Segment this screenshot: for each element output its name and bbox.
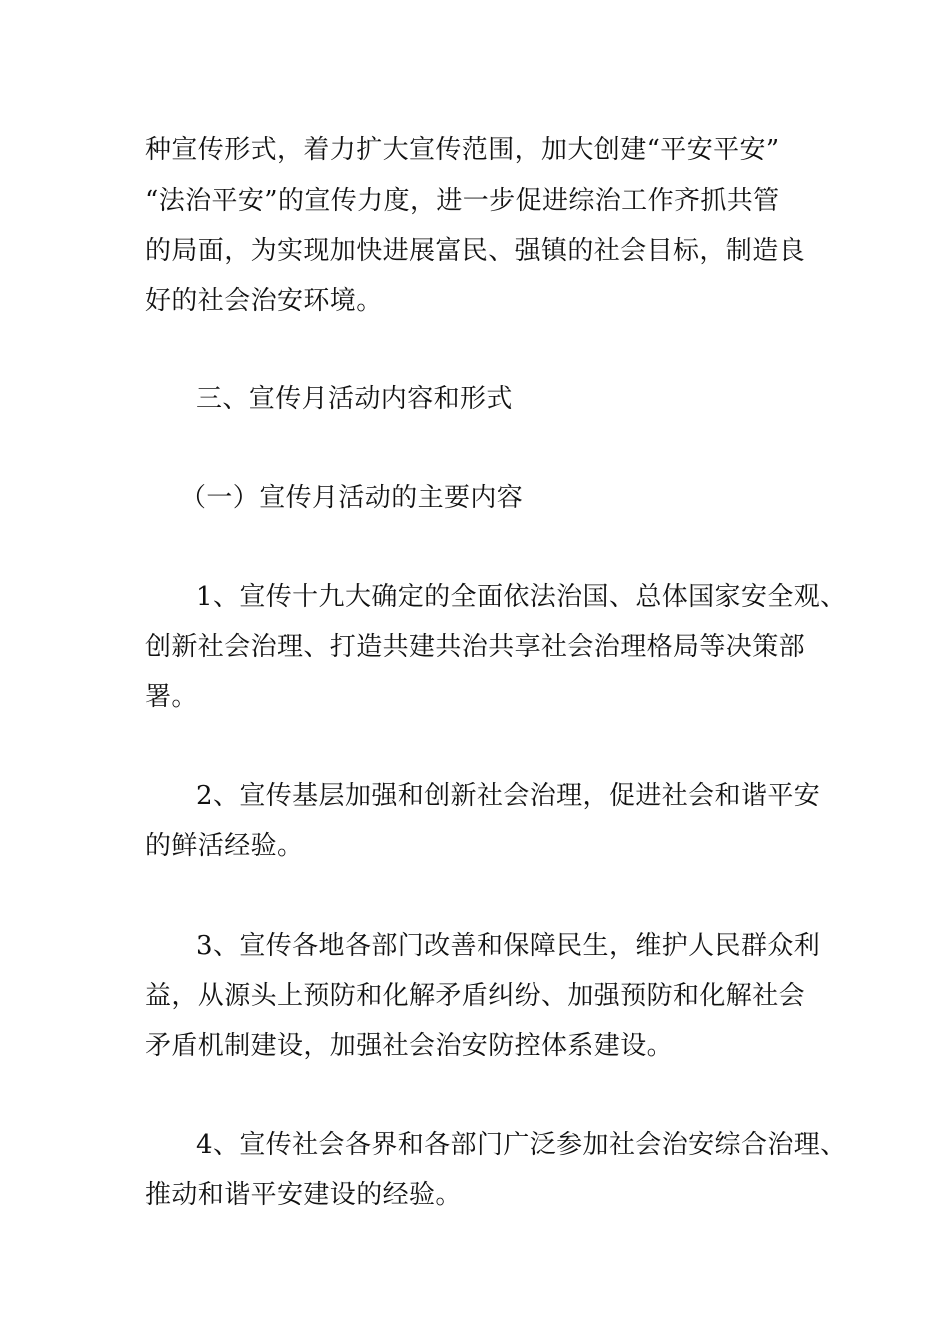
- intro-line-1: 种宣传形式，着力扩大宣传范围，加大创建“平安平安”: [145, 135, 780, 165]
- item3-line-2: 益，从源头上预防和化解矛盾纠纷、加强预防和化解社会: [145, 981, 806, 1011]
- intro-line-2: “法治平安”的宣传力度，进一步促进综治工作齐抓共管: [145, 186, 780, 216]
- item1-line-3: 署。: [145, 682, 198, 712]
- item4-line-1: 4、宣传社会各界和各部门广泛参加社会治安综合治理、: [196, 1130, 847, 1160]
- item3-line-1: 3、宣传各地各部门改善和保障民生，维护人民群众利: [196, 931, 821, 961]
- item1-line-1: 1、宣传十九大确定的全面依法治国、总体国家安全观、: [196, 582, 847, 612]
- intro-line-4: 好的社会治安环境。: [145, 286, 383, 316]
- item2-line-2: 的鲜活经验。: [145, 831, 304, 861]
- item2-line-1: 2、宣传基层加强和创新社会治理，促进社会和谐平安: [196, 781, 821, 811]
- item3-line-3: 矛盾机制建设，加强社会治安防控体系建设。: [145, 1031, 674, 1061]
- intro-line-3: 的局面，为实现加快进展富民、强镇的社会目标，制造良: [145, 236, 806, 266]
- section-heading: 三、宣传月活动内容和形式: [196, 384, 513, 414]
- item4-line-2: 推动和谐平安建设的经验。: [145, 1180, 462, 1210]
- subsection-heading: （一）宣传月活动的主要内容: [180, 483, 524, 513]
- item1-line-2: 创新社会治理、打造共建共治共享社会治理格局等决策部: [145, 632, 806, 662]
